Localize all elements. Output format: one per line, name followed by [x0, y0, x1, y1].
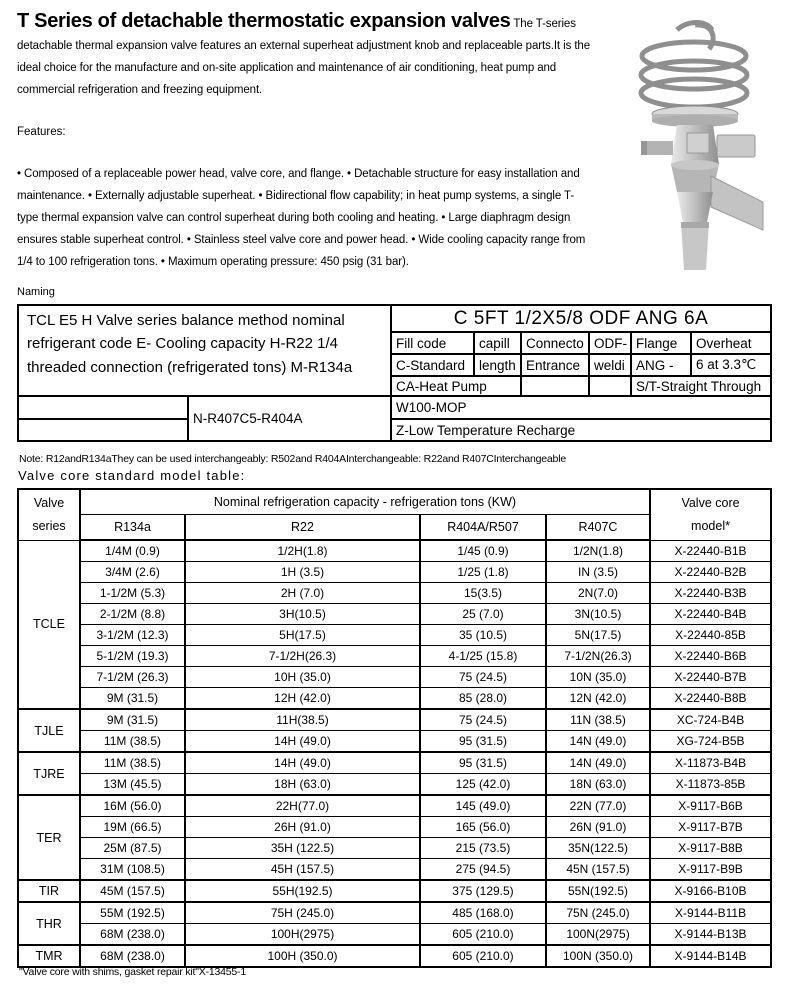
capacity-cell: 13M (45.5)	[80, 774, 185, 796]
refrigerant-header: R407C	[546, 515, 650, 541]
capacity-cell: 14H (49.0)	[185, 731, 420, 753]
valve-table-row	[18, 924, 771, 946]
capacity-cell: 11H(38.5)	[185, 709, 420, 731]
model-cell: X-9144-B14B	[650, 945, 771, 967]
features-text: • Composed of a replaceable power head, valve core, and flange. • Detachable structure for easy installation and maintenance. • Externally adjustable superheat. • Bidirectional flow capability; in heat pump systems, a single T-type thermal expansion valve can control superheat during both cooling and heating. • Large diaphragm design ensures stable superheat control. • Stainless steel valve core and power head. • Wide cooling capacity range from 1/4 to 100 refrigeration tons. • Maximum operating pressure: 450 psig (31 bar).	[17, 168, 586, 268]
naming-grid-cell: CA-Heat Pump	[391, 376, 521, 396]
capacity-cell: 14H (49.0)	[185, 752, 420, 774]
capacity-cell: 1/45 (0.9)	[420, 540, 546, 562]
valve-table-footnote: "Valve core with shims, gasket repair kit"X-13455-1	[19, 966, 246, 978]
valve-table-row	[18, 625, 771, 646]
naming-empty-cell	[18, 396, 188, 419]
naming-grid-cell: Z-Low Temperature Recharge	[391, 419, 771, 441]
model-cell: X-22440-B3B	[650, 583, 771, 604]
capacity-cell: 19M (66.5)	[80, 817, 185, 838]
capacity-cell: 1/4M (0.9)	[80, 540, 185, 562]
valve-series-header-line1: Valve	[33, 495, 65, 510]
valve-table-row	[18, 945, 771, 967]
capacity-cell: 31M (108.5)	[80, 859, 185, 881]
capacity-cell: 25M (87.5)	[80, 838, 185, 859]
capacity-cell: 68M (238.0)	[80, 945, 185, 967]
naming-grid-cell: 6 at 3.3℃	[691, 354, 771, 376]
valve-table-row	[18, 604, 771, 625]
refrigerant-header: R134a	[80, 515, 185, 541]
capacity-cell: 9M (31.5)	[80, 709, 185, 731]
naming-empty-cell	[18, 419, 188, 441]
capacity-cell: 100N(2975)	[546, 924, 650, 946]
capacity-cell: 12N (42.0)	[546, 688, 650, 710]
capacity-cell: 55H(192.5)	[185, 880, 420, 902]
valve-series-tcle: TCLE	[18, 540, 80, 709]
capacity-cell: 12H (42.0)	[185, 688, 420, 710]
capacity-cell: 2-1/2M (8.8)	[80, 604, 185, 625]
capacity-cell: 10N (35.0)	[546, 667, 650, 688]
valve-series-header	[18, 489, 80, 540]
capacity-cell: 15(3.5)	[420, 583, 546, 604]
valve-table-row	[18, 646, 771, 667]
capacity-cell: 4-1/25 (15.8)	[420, 646, 546, 667]
model-cell: X-9117-B7B	[650, 817, 771, 838]
model-cell: X-22440-85B	[650, 625, 771, 646]
capacity-cell: 125 (42.0)	[420, 774, 546, 796]
features-heading: Features:	[17, 126, 66, 138]
capacity-cell: 9M (31.5)	[80, 688, 185, 710]
capacity-cell: 11M (38.5)	[80, 731, 185, 753]
capacity-cell: 55M (192.5)	[80, 902, 185, 924]
capacity-cell: 605 (210.0)	[420, 945, 546, 967]
valve-table-row	[18, 731, 771, 753]
naming-grid-cell: ODF-	[589, 332, 631, 354]
capacity-cell: 1-1/2M (5.3)	[80, 583, 185, 604]
valve-table-row	[18, 838, 771, 859]
capacity-cell: 14N (49.0)	[546, 752, 650, 774]
naming-grid-cell: C-Standard	[391, 354, 474, 376]
refrigerant-header: R404A/R507	[420, 515, 546, 541]
capacity-cell: 3/4M (2.6)	[80, 562, 185, 583]
capacity-cell: 3N(10.5)	[546, 604, 650, 625]
capacity-cell: 605 (210.0)	[420, 924, 546, 946]
valve-series-thr: THR	[18, 902, 80, 945]
naming-model-cell: N-R407C5-R404A	[188, 396, 391, 441]
valve-table-body	[18, 540, 771, 967]
capacity-cell: 45M (157.5)	[80, 880, 185, 902]
naming-label: Naming	[17, 286, 55, 298]
capacity-cell: 7-1/2M (26.3)	[80, 667, 185, 688]
capacity-cell: 1/25 (1.8)	[420, 562, 546, 583]
valve-table-row	[18, 583, 771, 604]
model-cell: X-9166-B10B	[650, 880, 771, 902]
capacity-cell: 145 (49.0)	[420, 795, 546, 817]
model-cell: X-9117-B6B	[650, 795, 771, 817]
capacity-cell: 1H (3.5)	[185, 562, 420, 583]
naming-description-cell: TCL E5 H Valve series balance method nominal refrigerant code E- Cooling capacity H-R22 1/4 threaded connection (refrigerated tons) M-R134a	[18, 305, 391, 396]
naming-grid-cell: capill	[474, 332, 521, 354]
capacity-cell: 22N (77.0)	[546, 795, 650, 817]
capacity-cell: 1/2N(1.8)	[546, 540, 650, 562]
valve-table-header-row	[18, 489, 771, 515]
capacity-cell: 75H (245.0)	[185, 902, 420, 924]
capacity-cell: 100H(2975)	[185, 924, 420, 946]
capacity-cell: 45N (157.5)	[546, 859, 650, 881]
valve-core-model-header-line2: model*	[691, 518, 730, 533]
capacity-cell: 45H (157.5)	[185, 859, 420, 881]
model-cell: X-9117-B9B	[650, 859, 771, 881]
capacity-cell: 1/2H(1.8)	[185, 540, 420, 562]
model-cell: X-22440-B4B	[650, 604, 771, 625]
model-cell: X-22440-B1B	[650, 540, 771, 562]
capacity-cell: 275 (94.5)	[420, 859, 546, 881]
naming-grid-cell: W100-MOP	[391, 396, 771, 419]
valve-table-row	[18, 562, 771, 583]
naming-grid-cell: Fill code	[391, 332, 474, 354]
naming-grid-cell: Flange	[631, 332, 691, 354]
valve-table-row	[18, 817, 771, 838]
capacity-cell: 100H (350.0)	[185, 945, 420, 967]
refrigerant-header: R22	[185, 515, 420, 541]
capacity-cell: 375 (129.5)	[420, 880, 546, 902]
capacity-cell: 100N (350.0)	[546, 945, 650, 967]
capacity-cell: 485 (168.0)	[420, 902, 546, 924]
valve-series-tmr: TMR	[18, 945, 80, 967]
capacity-cell: 2N(7.0)	[546, 583, 650, 604]
valve-table-row	[18, 752, 771, 774]
capacity-cell: IN (3.5)	[546, 562, 650, 583]
model-cell: X-22440-B8B	[650, 688, 771, 710]
capacity-cell: 11N (38.5)	[546, 709, 650, 731]
capacity-cell: 35N(122.5)	[546, 838, 650, 859]
valve-series-tir: TIR	[18, 880, 80, 902]
naming-table	[17, 304, 772, 442]
model-cell: X-11873-85B	[650, 774, 771, 796]
valve-series-tjre: TJRE	[18, 752, 80, 795]
model-cell: X-9117-B8B	[650, 838, 771, 859]
model-cell: X-22440-B7B	[650, 667, 771, 688]
capacity-cell: 75 (24.5)	[420, 709, 546, 731]
capacity-cell: 55N(192.5)	[546, 880, 650, 902]
valve-series-tjle: TJLE	[18, 709, 80, 752]
model-cell: X-9144-B13B	[650, 924, 771, 946]
valve-core-model-header	[650, 489, 771, 540]
valve-table-row	[18, 902, 771, 924]
naming-code-header: C 5FT 1/2X5/8 ODF ANG 6A	[391, 305, 771, 332]
valve-table-row	[18, 540, 771, 562]
capacity-cell: 26H (91.0)	[185, 817, 420, 838]
valve-table-row	[18, 859, 771, 881]
capacity-cell: 11M (38.5)	[80, 752, 185, 774]
model-cell: XG-724-B5B	[650, 731, 771, 753]
capacity-cell: 10H (35.0)	[185, 667, 420, 688]
valve-product-image	[615, 16, 780, 274]
naming-grid-cell: weldi	[589, 354, 631, 376]
naming-grid-cell: S/T-Straight Through	[631, 376, 771, 396]
capacity-cell: 68M (238.0)	[80, 924, 185, 946]
valve-series-header-line2: series	[32, 518, 66, 533]
intro-block	[17, 10, 595, 101]
model-cell: X-11873-B4B	[650, 752, 771, 774]
valve-table-caption: Valve core standard model table:	[18, 468, 246, 483]
naming-grid-cell: Connecto	[521, 332, 589, 354]
capacity-cell: 5-1/2M (19.3)	[80, 646, 185, 667]
valve-table-row	[18, 667, 771, 688]
capacity-cell: 35 (10.5)	[420, 625, 546, 646]
intro-text: The T-series detachable thermal expansion valve features an external superheat adjustment knob and replaceable parts.It is the ideal choice for the manufacture and on-site application and maintenance of air conditioning, heat pump and commercial refrigeration and freezing equipment.	[17, 18, 591, 96]
capacity-cell: 215 (73.5)	[420, 838, 546, 859]
capacity-cell: 22H(77.0)	[185, 795, 420, 817]
capacity-cell: 3H(10.5)	[185, 604, 420, 625]
capacity-cell: 75 (24.5)	[420, 667, 546, 688]
valve-table-row	[18, 688, 771, 710]
capacity-cell: 165 (56.0)	[420, 817, 546, 838]
valve-table-row	[18, 880, 771, 902]
valve-table-row	[18, 774, 771, 796]
naming-row	[18, 305, 771, 332]
valve-series-ter: TER	[18, 795, 80, 880]
model-cell: X-9144-B11B	[650, 902, 771, 924]
capacity-cell: 5H(17.5)	[185, 625, 420, 646]
capacity-span-header: Nominal refrigeration capacity - refrigeration tons (KW)	[80, 489, 650, 515]
capacity-cell: 95 (31.5)	[420, 752, 546, 774]
page-title: T Series of detachable thermostatic expansion valves	[17, 10, 511, 32]
model-cell: XC-724-B4B	[650, 709, 771, 731]
model-cell: X-22440-B2B	[650, 562, 771, 583]
capacity-cell: 85 (28.0)	[420, 688, 546, 710]
valve-core-model-header-line1: Valve core	[681, 495, 740, 510]
naming-empty-cell	[589, 376, 631, 396]
naming-grid-cell: ANG -	[631, 354, 691, 376]
capacity-cell: 7-1/2H(26.3)	[185, 646, 420, 667]
naming-row	[18, 419, 771, 441]
naming-empty-cell	[521, 376, 589, 396]
naming-grid-cell: Entrance	[521, 354, 589, 376]
capacity-cell: 16M (56.0)	[80, 795, 185, 817]
capacity-cell: 95 (31.5)	[420, 731, 546, 753]
naming-row	[18, 396, 771, 419]
capacity-cell: 35H (122.5)	[185, 838, 420, 859]
capacity-cell: 18H (63.0)	[185, 774, 420, 796]
capacity-cell: 25 (7.0)	[420, 604, 546, 625]
valve-table-row	[18, 709, 771, 731]
valve-table-row	[18, 795, 771, 817]
capacity-cell: 75N (245.0)	[546, 902, 650, 924]
capacity-cell: 2H (7.0)	[185, 583, 420, 604]
capacity-cell: 3-1/2M (12.3)	[80, 625, 185, 646]
naming-grid-cell: Overheat	[691, 332, 771, 354]
naming-note: Note: R12andR134aThey can be used interchangeably: R502and R404AInterchangeable: R22and R407CInterchangeable	[19, 453, 566, 465]
naming-grid-cell: length	[474, 354, 521, 376]
capacity-cell: 18N (63.0)	[546, 774, 650, 796]
valve-core-table	[17, 488, 772, 968]
capacity-cell: 5N(17.5)	[546, 625, 650, 646]
capacity-cell: 26N (91.0)	[546, 817, 650, 838]
capacity-cell: 7-1/2N(26.3)	[546, 646, 650, 667]
capacity-cell: 14N (49.0)	[546, 731, 650, 753]
model-cell: X-22440-B6B	[650, 646, 771, 667]
